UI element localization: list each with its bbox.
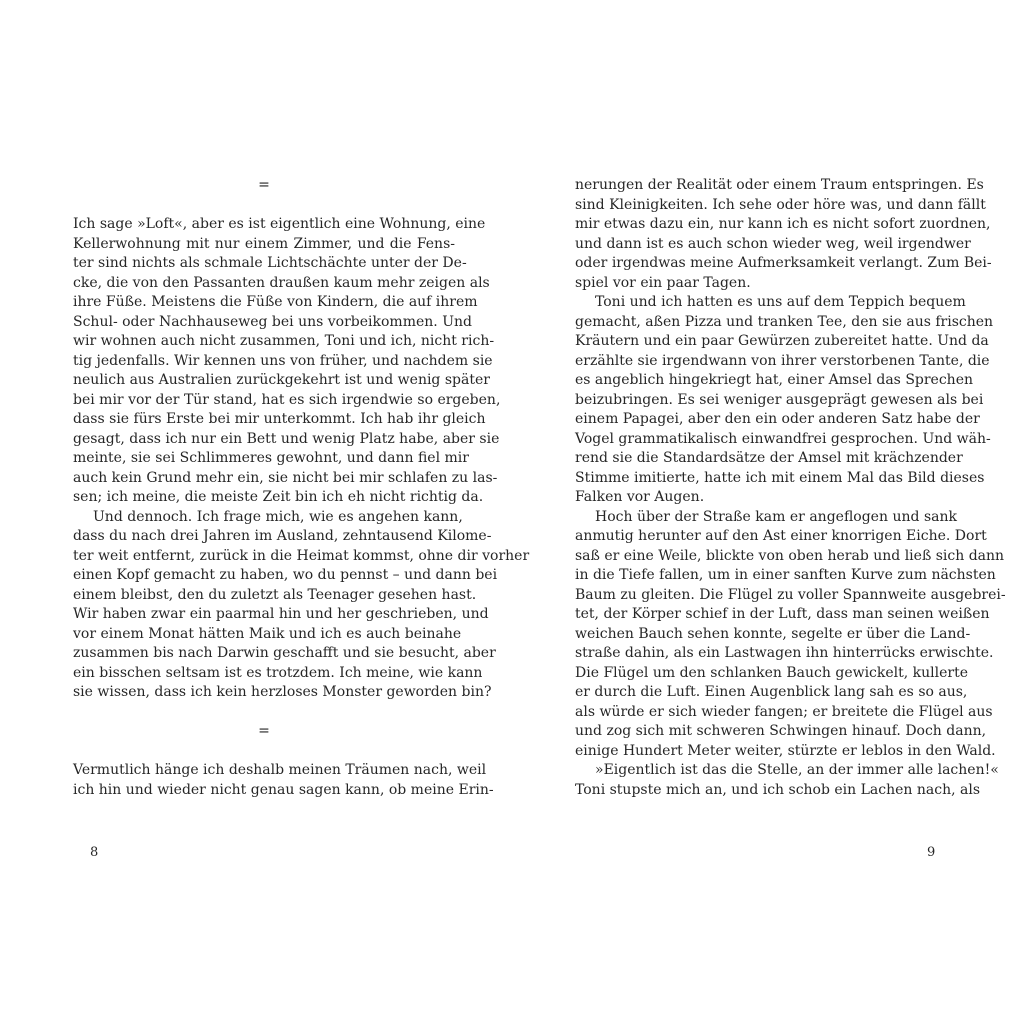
paragraph [575,508,1006,762]
text-line: ter sind nichts als schmale Lichtschächte unter der De- [73,255,467,271]
text-line: vor einem Monat hätten Maik und ich es auch beinahe [73,625,462,642]
text-line: Wir haben zwar ein paarmal hin und her geschrieben, und [73,606,489,622]
text-line: Schul- oder Nachhauseweg bei uns vorbeikommen. Und [73,313,472,330]
text-line: erzählte sie irgendwann von ihrer verstorbenen Tante, die [575,352,990,369]
text-line: es angeblich hingekriegt hat, einer Amsel das Sprechen [575,372,974,388]
text-line: gemacht, aßen Pizza und tranken Tee, den sie aus frischen [575,313,994,330]
text-line: einem bleibst, den du zuletzt als Teenager gesehen hast. [73,586,477,603]
left-text-block [73,176,530,800]
text-line: nerungen der Realität oder einem Traum entspringen. Es [575,177,984,193]
text-line: Vogel grammatikalisch einwandfrei gesprochen. Und wäh- [575,430,991,447]
text-line: cke, die von den Passanten draußen kaum mehr zeigen als [73,274,490,291]
paragraph [73,761,494,800]
text-line: mir etwas dazu ein, nur kann ich es nicht sofort zuordnen, [575,216,991,232]
text-line: Vermutlich hänge ich deshalb meinen Träumen nach, weil [73,762,487,778]
text-line: spiel vor ein paar Tagen. [575,274,751,291]
text-line: anmutig herunter auf den Ast einer knorrigen Eiche. Dort [575,528,987,544]
text-line: er durch die Luft. Einen Augenblick lang sah es so aus, [575,684,968,700]
text-line: Falken vor Augen. [575,489,705,505]
paragraph [73,508,530,703]
text-line: Ich sage »Loft«, aber es ist eigentlich eine Wohnung, eine [73,216,486,232]
paragraph [575,761,999,800]
text-line: Baum zu gleiten. Die Flügel zu voller Spannweite ausgebrei- [575,586,1006,603]
text-line: und dann ist es auch schon wieder weg, weil irgendwer [575,235,971,252]
text-line: ter weit entfernt, zurück in die Heimat kommst, ohne dir vorher [73,547,530,564]
text-line: Und dennoch. Ich frage mich, wie es angehen kann, [93,508,463,525]
text-line: oder irgendwas meine Aufmerksamkeit verlangt. Zum Bei- [575,255,992,271]
text-line: Toni und ich hatten es uns auf dem Teppich bequem [595,294,966,310]
text-line: Hoch über der Straße kam er angeflogen und sank [595,508,957,525]
text-line: Kräutern und ein paar Gewürzen zubereitet hatte. Und da [575,333,989,349]
text-line: ein bisschen seltsam ist es trotzdem. Ich meine, wie kann [73,664,483,681]
text-line: als würde er sich wieder fangen; er breitete die Flügel aus [575,703,993,720]
text-line: sie wissen, dass ich kein herzloses Monster geworden bin? [73,684,492,700]
text-line: und zog sich mit schweren Schwingen hinauf. Doch dann, [575,723,987,739]
text-line: Stimme imitierte, hatte ich mit einem Mal das Bild dieses [575,469,985,486]
text-line: in die Tiefe fallen, um in einer sanften Kurve zum nächsten [575,567,996,583]
paragraph [73,215,501,508]
section-separator: = [258,723,270,739]
text-line: wir wohnen auch nicht zusammen, Toni und ich, nicht rich- [73,333,495,349]
text-line: rend sie die Standardsätze der Amsel mit krächzender [575,450,963,466]
text-line: ich hin und wieder nicht genau sagen kann, ob meine Erin- [73,781,494,798]
section-separator: = [258,177,270,193]
page-number: 8 [90,845,99,860]
text-line: tig jedenfalls. Wir kennen uns von früher, und nachdem sie [73,352,493,369]
text-line: beizubringen. Es sei weniger ausgeprägt gewesen als bei [575,391,984,408]
text-line: dass du nach drei Jahren im Ausland, zehntausend Kilome- [73,528,492,544]
text-line: saß er eine Weile, blickte von oben herab und ließ sich dann [575,547,1005,564]
text-line: gesagt, dass ich nur ein Bett und wenig Platz habe, aber sie [73,430,500,447]
page-number: 9 [927,845,936,860]
text-line: einem Papagei, aber den ein oder anderen Satz habe der [575,411,980,427]
paragraph [575,176,992,293]
text-line: Kellerwohnung mit nur einem Zimmer, und die Fens- [73,235,455,252]
text-line: einige Hundert Meter weiter, stürzte er leblos in den Wald. [575,742,996,759]
text-line: neulich aus Australien zurückgekehrt ist und wenig später [73,372,490,388]
text-line: Die Flügel um den schlanken Bauch gewickelt, kullerte [575,664,969,681]
text-line: einen Kopf gemacht zu haben, wo du pennst – und dann bei [73,567,498,583]
text-line: weichen Bauch sehen konnte, segelte er über die Land- [575,625,971,642]
text-line: ihre Füße. Meistens die Füße von Kindern, die auf ihrem [73,294,478,310]
right-text-block [575,176,1006,800]
right-page [512,0,1024,1024]
text-line: sind Kleinigkeiten. Ich sehe oder höre was, und dann fällt [575,196,986,213]
text-line: meinte, sie sei Schlimmeres gewohnt, und dann fiel mir [73,450,469,466]
text-line: auch kein Grund mehr ein, sie nicht bei mir schlafen zu las- [73,469,498,486]
text-line: Toni stupste mich an, und ich schob ein Lachen nach, als [575,781,981,798]
text-line: tet, der Körper schief in der Luft, dass man seinen weißen [575,606,990,622]
paragraph [575,293,994,508]
text-line: zusammen bis nach Darwin geschafft und sie besucht, aber [73,645,496,661]
text-line: »Eigentlich ist das die Stelle, an der immer alle lachen!« [595,762,999,778]
text-line: dass sie fürs Erste bei mir unterkommt. Ich hab ihr gleich [73,411,486,427]
text-line: bei mir vor der Tür stand, hat es sich irgendwie so ergeben, [73,391,501,408]
text-line: sen; ich meine, die meiste Zeit bin ich eh nicht richtig da. [73,489,484,505]
text-line: straße dahin, als ein Lastwagen ihn hinterrücks erwischte. [575,645,994,661]
